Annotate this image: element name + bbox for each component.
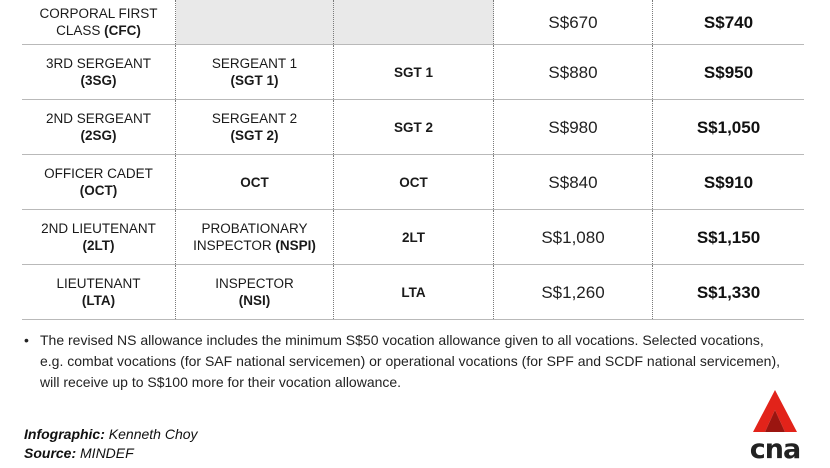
current-allowance: S$1,080: [494, 210, 653, 264]
revised-allowance: S$950: [703, 62, 754, 82]
scdf-rank-cell: SGT 1: [334, 45, 494, 99]
current-allowance: S$840: [494, 155, 653, 209]
current-allowance: S$980: [494, 100, 653, 154]
table-row: [22, 45, 804, 100]
current-allowance: S$670: [494, 0, 653, 44]
saf-rank-cell: [22, 210, 176, 264]
rank-abbr: (LTA): [81, 293, 116, 308]
revised-allowance: S$1,150: [696, 227, 761, 247]
rank-name: SERGEANT 1: [211, 56, 298, 71]
spf-rank-cell: [176, 265, 334, 319]
rank-name: PROBATIONARY: [201, 221, 308, 236]
source-label: Source:: [24, 445, 77, 461]
credits: [24, 425, 198, 463]
infographic-credit: [24, 425, 198, 444]
rank-name: 2ND SERGEANT: [45, 111, 152, 126]
footnote-text: The revised NS allowance includes the minimum S$50 vocation allowance given to all vocations. Selected vocations, e.g. combat vocations (for SAF national servicemen) or operational vocations (for SPF and SCDF national servicemen), will receive up to S$100 more for their vocation allowance.: [40, 332, 780, 390]
spf-rank-cell: [176, 100, 334, 154]
rank-name: CORPORAL FIRST: [39, 6, 158, 21]
table-row: [22, 0, 804, 45]
cna-logo-text: cna: [749, 434, 801, 465]
revised-allowance: S$1,050: [696, 117, 761, 137]
allowance-table: [22, 0, 804, 320]
spf-rank-cell: [176, 45, 334, 99]
rank-name-cont: INSPECTOR: [193, 238, 276, 253]
spf-rank-cell: [176, 210, 334, 264]
rank-abbr: (OCT): [79, 183, 118, 198]
table-row: [22, 155, 804, 210]
scdf-rank-cell: LTA: [334, 265, 494, 319]
rank-abbr: (2LT): [82, 238, 115, 253]
spf-rank-cell: OCT: [176, 155, 334, 209]
current-allowance: S$880: [494, 45, 653, 99]
table-row: [22, 210, 804, 265]
table-row: [22, 265, 804, 320]
saf-rank-cell: [22, 0, 176, 44]
rank-name: 3RD SERGEANT: [45, 56, 152, 71]
scdf-rank-cell-empty: [334, 0, 494, 44]
scdf-rank-cell: OCT: [334, 155, 494, 209]
scdf-rank-cell: 2LT: [334, 210, 494, 264]
revised-allowance: S$910: [703, 172, 754, 192]
revised-allowance: S$1,330: [696, 282, 761, 302]
saf-rank-cell: [22, 265, 176, 319]
current-allowance: S$1,260: [494, 265, 653, 319]
infographic-label: Infographic:: [24, 426, 105, 442]
source-credit: [24, 444, 198, 463]
rank-abbr: (SGT 1): [230, 73, 279, 88]
rank-abbr: (NSI): [238, 293, 271, 308]
table-row: [22, 100, 804, 155]
footnote: [24, 330, 784, 393]
rank-abbr: (2SG): [80, 128, 117, 143]
saf-rank-cell: [22, 45, 176, 99]
rank-abbr: (CFC): [104, 23, 141, 38]
infographic-author: Kenneth Choy: [108, 426, 198, 442]
scdf-rank-cell: SGT 2: [334, 100, 494, 154]
rank-name: 2ND LIEUTENANT: [41, 221, 156, 236]
rank-abbr: (NSPI): [275, 238, 316, 253]
rank-name: OFFICER CADET: [44, 166, 153, 181]
rank-abbr: (3SG): [80, 73, 117, 88]
source-value: MINDEF: [80, 445, 134, 461]
rank-name-cont: CLASS: [56, 23, 105, 38]
rank-name: SERGEANT 2: [211, 111, 298, 126]
revised-allowance: S$740: [703, 12, 754, 32]
spf-rank-cell-empty: [176, 0, 334, 44]
rank-name: LIEUTENANT: [56, 276, 141, 291]
saf-rank-cell: [22, 100, 176, 154]
bullet-icon: •: [24, 332, 29, 348]
rank-abbr: (SGT 2): [230, 128, 279, 143]
rank-name: INSPECTOR: [215, 276, 294, 291]
saf-rank-cell: [22, 155, 176, 209]
